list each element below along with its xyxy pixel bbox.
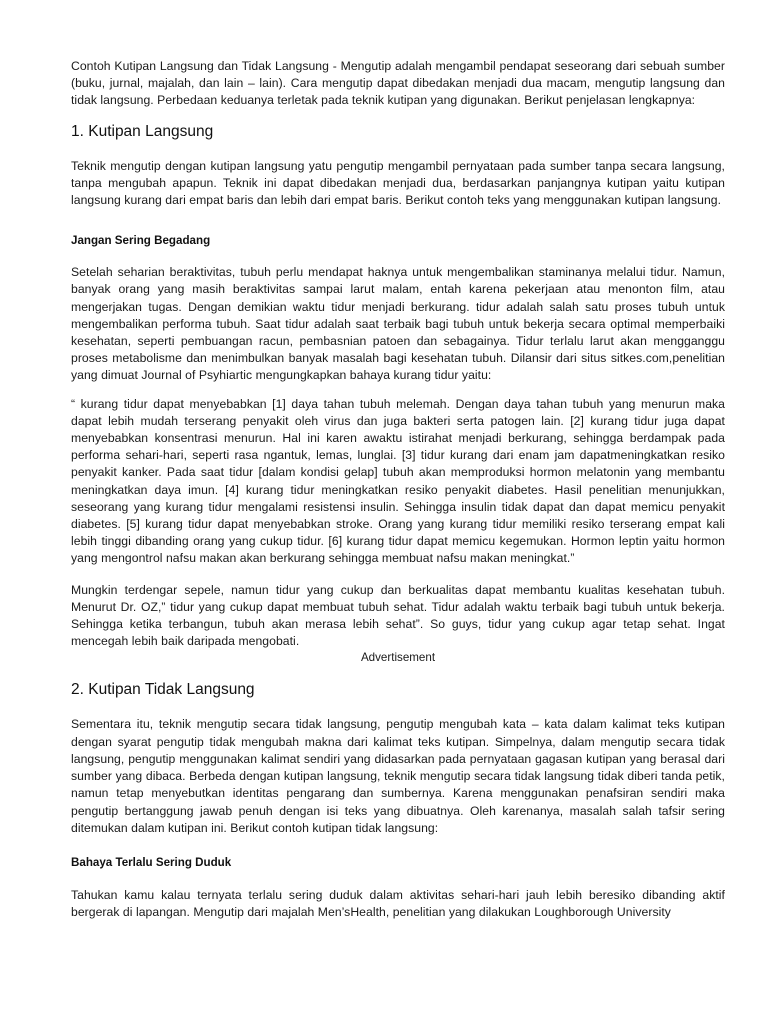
intro-paragraph: Contoh Kutipan Langsung dan Tidak Langsung - Mengutip adalah mengambil pendapat seseorang dari sebuah sumber (buku, jurnal, majalah, dan lain – lain). Cara mengutip dapat dibedakan menjadi dua macam, mengutip langsung dan tidak langsung. Perbedaan keduanya terletak pada teknik kutipan yang digunakan. Berikut penjelasan lengkapnya: [71, 59, 725, 108]
article-title-duduk: Bahaya Terlalu Sering Duduk [71, 855, 232, 869]
article1-paragraph: Setelah seharian beraktivitas, tubuh perlu mendapat haknya untuk mengembalikan staminanya melalui tidur. Namun, banyak orang yang masih beraktivitas sampai larut malam, entah karena pekerjaan atau menonton film, atau mengerjakan tugas. Dengan demikian waktu tidur menjadi berkurang. tidur adalah salah satu proses tubuh untuk mengembalikan performa tubuh. Saat tidur adalah saat terbaik bagi tubuh untuk bekerja secara optimal memperbaiki kesehatan, seperti pembuangan racun, pembasnian patoen dan sebagainya. Tidur terlalu larut akan mengganggu proses metabolisme dan menimbulkan banyak masalah bagi kesehatan tubuh. Dilansir dari situs sitkes.com,penelitian yang dimuat Journal of Psyhiartic mengungkapkan bahaya kurang tidur yaitu: [71, 265, 725, 383]
article2-paragraph: Tahukan kamu kalau ternyata terlalu sering duduk dalam aktivitas sehari-hari jauh lebih beresiko dibanding aktif bergerak di lapangan. Mengutip dari majalah Men’sHealth, penelitian yang dilakukan Loughborough University [71, 887, 725, 920]
advertisement-label: Advertisement [360, 651, 436, 665]
section1-paragraph: Teknik mengutip dengan kutipan langsung yatu pengutip mengambil pernyataan pada sumber tanpa secara langsung, tanpa mengubah apapun. Teknik ini dapat dibedakan menjadi dua, berdasarkan panjangnya kutipan yaitu kutipan langsung kurang dari empat baris dan lebih dari empat baris. Berikut contoh teks yang menggunakan kutipan langsung. [71, 158, 725, 208]
section-heading-kutipan-tidak-langsung: 2. Kutipan Tidak Langsung [71, 681, 255, 699]
article1-quote: “ kurang tidur dapat menyebabkan [1] daya tahan tubuh melemah. Dengan daya tahan tubuh yang menurun maka dapat lebih mudah terserang penyakit oleh virus dan juga bakteri serta patogen lain. [2] kurang tidur juga dapat menyebabkan konsentrasi menurun. Hal ini karen awaktu istirahat menjadi berkurang, sehingga berdampak pada performa sehari-hari, seperti rasa ngantuk, lemas, lunglai. [3] tidur kurang dari enam jam dapatmeningkatkan resiko penyakit kanker. Pada saat tidur [dalam kondisi gelap] tubuh akan memproduksi hormon melatonin yang membantu meningkatkan daya imun. [4] kurang tidur meningkatkan resiko penyakit diabetes. Hasil penelitian menunjukkan, seseorang yang kurang tidur mengalami resistensi insulin. Sehingga insulin tidak dapat dan dapat memicu penyakit diabetes. [5] kurang tidur dapat menyebabkan stroke. Orang yang kurang tidur memiliki resiko terserang empat kali lebih tinggi dibanding orang yang cukup tidur. [6] kurang tidur dapat memicu kegemukan. Hormon leptin yaitu hormon yang mengontrol nafsu makan akan berkurang sehingga membuat nafsu makan meningkat.” [71, 396, 725, 566]
section2-paragraph: Sementara itu, teknik mengutip secara tidak langsung, pengutip mengubah kata – kata dalam kalimat teks kutipan dengan syarat pengutip tidak mengubah makna dari kalimat teks kutipan. Simpelnya, dalam mengutip secara tidak langsung, pengutip menggunakan kalimat sendiri yang didasarkan pada pernyataan gagasan kutipan yang berasal dari sumber yang dibaca. Berbeda dengan kutipan langsung, teknik mengutip secara tidak langsung tidak diberi tanda petik, namun tetap menyebutkan identitas pengarang dan sumbernya. Karena menggunakan penafsiran sendiri maka pengutip bertanggung jawab penuh dengan isi teks yang dibuatnya. Oleh karenanya, masalah salah tafsir sering ditemukan dalam kutipan ini. Berikut contoh kutipan tidak langsung: [71, 717, 725, 835]
article-title-begadang: Jangan Sering Begadang [71, 234, 211, 248]
document-page [71, 58, 725, 921]
article1-closing: Mungkin terdengar sepele, namun tidur yang cukup dan berkualitas dapat membantu kualitas kesehatan tubuh. Menurut Dr. OZ,” tidur yang cukup dapat membuat tubuh sehat. Tidur adalah waktu terbaik bagi tubuh untuk bekerja. Sehingga ketika terbangun, tubuh akan merasa lebih sehat”. So guys, tidur yang cukup agar tetap sehat. Ingat mencegah lebih baik daripada mengobati. [71, 582, 725, 649]
section-heading-kutipan-langsung: 1. Kutipan Langsung [71, 122, 214, 140]
